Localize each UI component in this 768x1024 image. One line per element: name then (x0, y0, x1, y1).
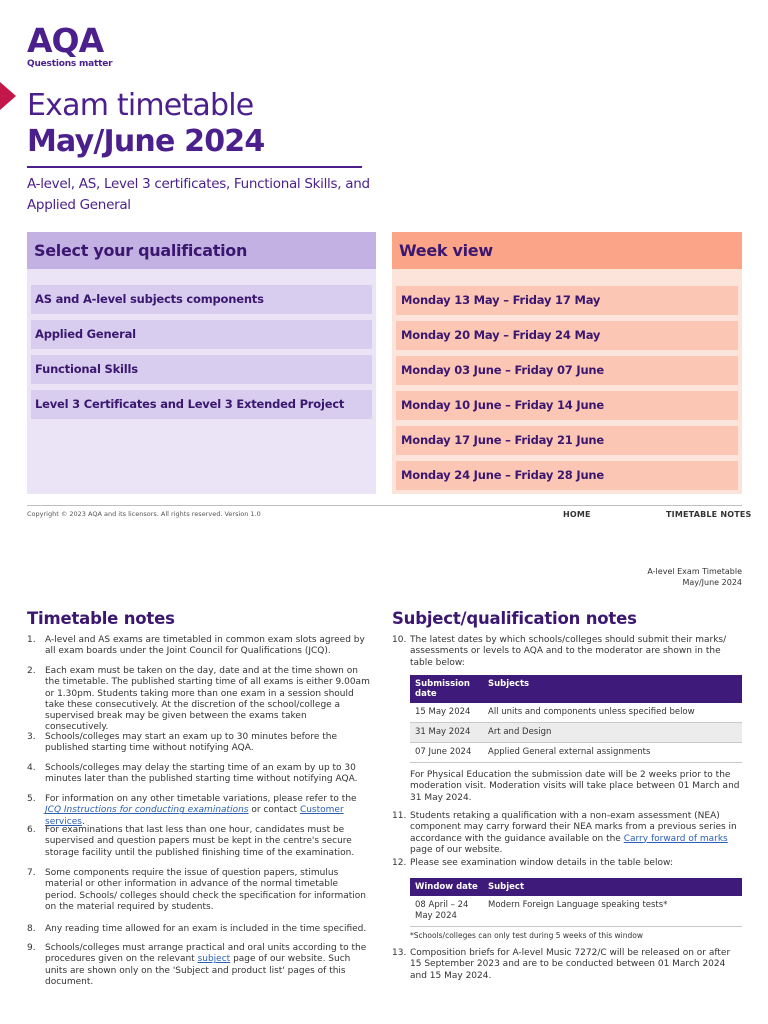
pe-note-text: For Physical Education the submission date will be 2 weeks prior to the moderation visit. Moderation visits will take place between 01 March and 31 May 2024. (410, 770, 740, 803)
note-number: 9. (27, 943, 36, 953)
note-text: Schools/colleges may start an exam up to 30 minutes before the published starting time without notifying AQA. (45, 732, 337, 754)
table-header-row (410, 878, 742, 896)
subject-link[interactable]: subject (197, 954, 231, 965)
table-cell: All units and components unless specified below (483, 703, 742, 723)
jcq-instructions-link[interactable]: JCQ Instructions for conducting examinations (45, 805, 249, 816)
submission-table-wrap (392, 675, 744, 763)
list-item (27, 666, 372, 732)
qualification-panel (27, 232, 376, 494)
page2-header (647, 566, 742, 588)
week-link-4[interactable]: Monday 10 June – Friday 14 June (396, 391, 738, 420)
note-5-text-c: . (81, 816, 85, 827)
timetable-notes-heading: Timetable notes (27, 609, 175, 628)
week-list (392, 269, 742, 490)
note-text (45, 943, 372, 987)
list-item (392, 770, 744, 811)
window-table-wrap (392, 878, 744, 940)
window-table (410, 878, 742, 927)
column-header: Subject (483, 878, 742, 896)
list-item (27, 794, 372, 825)
customer-services-link[interactable]: Customer services (45, 805, 344, 827)
page2-header-line2: May/June 2024 (682, 578, 742, 587)
note-text: Some components require the issue of question papers, stimulus material or other information in advance of the normal timetable period. Schools/ colleges should check the specification for information on the material required by students. (45, 868, 366, 912)
qualification-link-functional-skills[interactable]: Functional Skills (31, 355, 372, 384)
note-number: 11. (392, 811, 407, 821)
list-item (27, 924, 372, 943)
home-link[interactable]: HOME (563, 510, 591, 519)
list-item (27, 763, 372, 794)
column-header: Submission date (410, 675, 483, 703)
note-text (45, 794, 372, 825)
note-number: 12. (392, 858, 407, 868)
qualification-link-applied-general[interactable]: Applied General (31, 320, 372, 349)
timetable-notes-list (27, 635, 372, 987)
list-item (392, 811, 744, 858)
week-link-6[interactable]: Monday 24 June – Friday 28 June (396, 461, 738, 490)
note-11-text-b: page of our website. (410, 844, 503, 855)
list-item (27, 825, 372, 868)
table-row (410, 723, 742, 743)
list-item (27, 943, 372, 987)
note-11-text-a: Students retaking a qualification with a non-exam assessment (NEA) component may carry forward their NEA marks from a previous series in accordance with the guidance available on the (410, 811, 737, 844)
qualification-panel-heading: Select your qualification (27, 232, 376, 269)
note-number: 8. (27, 924, 36, 934)
note-text: For examinations that last less than one hour, candidates must be supervised and question papers must be kept in the centre's secure storage facility until the published finishing time of the examination. (45, 825, 355, 858)
list-item (27, 868, 372, 924)
note-number: 5. (27, 794, 36, 804)
note-number: 6. (27, 825, 36, 835)
qualification-link-as-a-level[interactable]: AS and A-level subjects components (31, 285, 372, 314)
note-text: The latest dates by which schools/colleges should submit their marks/ assessments or levels to AQA and to the moderator are shown in the table below: (410, 635, 727, 668)
table-row (410, 896, 742, 927)
qualification-link-level3[interactable]: Level 3 Certificates and Level 3 Extended Project (31, 390, 372, 419)
note-text (410, 811, 744, 858)
note-number: 13. (392, 948, 407, 958)
page2-header-line1: A-level Exam Timetable (647, 567, 742, 576)
table-cell: 31 May 2024 (410, 723, 483, 743)
table-row (410, 743, 742, 763)
aqa-logo (27, 23, 112, 69)
note-text: Composition briefs for A-level Music 7272/C will be released on or after 15 September 2023 and are to be conducted between 01 March 2024 and 15 May 2024. (410, 948, 731, 981)
note-text: A-level and AS exams are timetabled in common exam slots agreed by all exam boards under the Joint Council for Qualifications (JCQ). (45, 635, 365, 657)
note-9-text-b: page of our website. Such units are shown only on the 'Subject and product list' pages of this document. (45, 954, 351, 987)
column-header: Window date (410, 878, 483, 896)
list-item (27, 732, 372, 763)
table-cell: Art and Design (483, 723, 742, 743)
note-5-text-b: or contact (248, 805, 300, 816)
submission-table (410, 675, 742, 763)
accent-triangle-icon (0, 82, 16, 110)
note-5-text-a: For information on any other timetable variations, please refer to the (45, 794, 357, 804)
table-cell: 08 April – 24 May 2024 (410, 896, 483, 927)
note-number: 10. (392, 635, 407, 645)
footer-divider (27, 505, 742, 506)
week-link-5[interactable]: Monday 17 June – Friday 21 June (396, 426, 738, 455)
note-number: 4. (27, 763, 36, 773)
week-link-2[interactable]: Monday 20 May – Friday 24 May (396, 321, 738, 350)
week-link-1[interactable]: Monday 13 May – Friday 17 May (396, 286, 738, 315)
note-number: 1. (27, 635, 36, 645)
list-item (392, 948, 744, 982)
timetable-notes-link[interactable]: TIMETABLE NOTES (666, 510, 752, 519)
note-number: 7. (27, 868, 36, 878)
list-item (392, 858, 744, 878)
table-header-row (410, 675, 742, 703)
note-text: Please see examination window details in the table below: (410, 858, 673, 868)
note-number: 2. (27, 666, 36, 676)
table-cell: Modern Foreign Language speaking tests* (483, 896, 742, 927)
week-view-panel (392, 232, 742, 494)
table-row (410, 703, 742, 723)
note-9-text-a: Schools/colleges must arrange practical and oral units according to the procedures given on the relevant (45, 943, 367, 965)
week-link-3[interactable]: Monday 03 June – Friday 07 June (396, 356, 738, 385)
list-item (27, 635, 372, 666)
page-title-bold: May/June 2024 (27, 124, 265, 159)
subject-notes-list (392, 635, 744, 982)
table-cell: Applied General external assignments (483, 743, 742, 763)
subject-notes-heading: Subject/qualification notes (392, 609, 637, 628)
table-cell: 15 May 2024 (410, 703, 483, 723)
logo-tagline: Questions matter (27, 59, 113, 69)
page-title-light: Exam timetable (27, 88, 254, 123)
copyright-text: Copyright © 2023 AQA and its licensors. All rights reserved. Version 1.0 (27, 510, 261, 518)
note-text: Schools/colleges may delay the starting time of an exam by up to 30 minutes later than the published starting time without notifying AQA. (45, 763, 358, 785)
carry-forward-link[interactable]: Carry forward of marks (623, 833, 728, 844)
column-header: Subjects (483, 675, 742, 703)
table-cell: 07 June 2024 (410, 743, 483, 763)
note-text: Any reading time allowed for an exam is included in the time specified. (45, 924, 367, 934)
page-subtitle: A-level, AS, Level 3 certificates, Functional Skills, and Applied General (27, 176, 370, 213)
window-table-footnote: *Schools/colleges can only test during 5 weeks of this window (410, 931, 644, 940)
note-number: 3. (27, 732, 36, 742)
logo-wordmark: AQA (27, 21, 104, 60)
note-text: Each exam must be taken on the day, date and at the time shown on the timetable. The published starting time of all exams is either 9.00am or 1.30pm. Students taking more than one exam in a session should take these consecutively. At the discretion of the school/college a supervised break may be given between the exams taken consecutively. (45, 666, 370, 733)
qualification-list (27, 269, 376, 419)
week-view-heading: Week view (392, 232, 742, 269)
title-divider (27, 166, 362, 168)
list-item (392, 635, 744, 675)
